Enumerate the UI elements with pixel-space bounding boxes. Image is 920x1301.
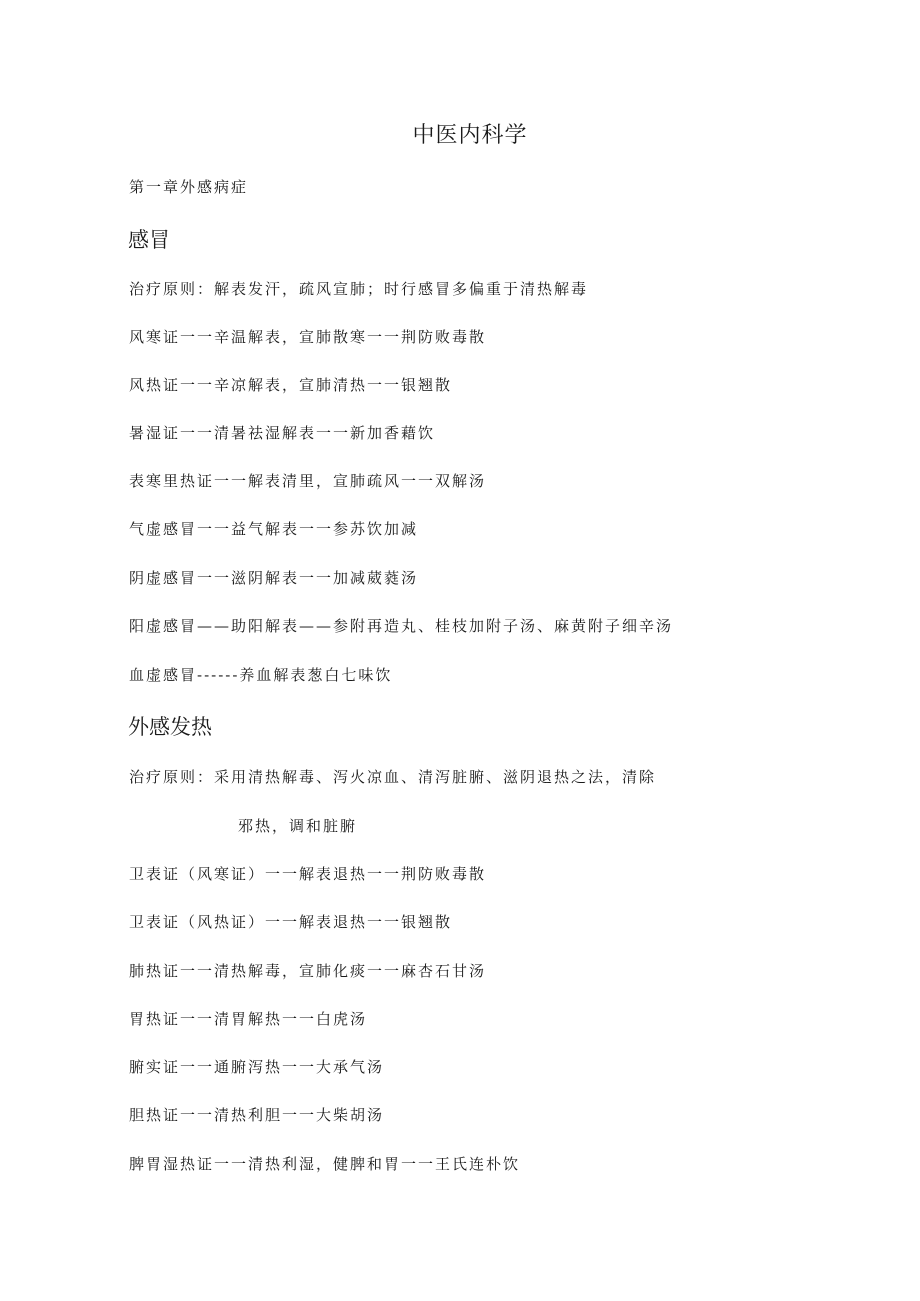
list-item: 腑实证一一通腑泻热一一大承气汤 [129,1058,385,1076]
list-item: 气虚感冒一一益气解表一一参苏饮加减 [129,520,419,538]
chapter-title: 第一章外感病症 [129,178,249,196]
list-item: 风寒证一一辛温解表，宣肺散寒一一荆防败毒散 [129,328,487,346]
list-item: 表寒里热证一一解表清里，宣肺疏风一一双解汤 [129,472,487,490]
list-item: 胃热证一一清胃解热一一白虎汤 [129,1010,368,1028]
list-item: 脾胃湿热证一一清热利湿，健脾和胃一一王氏连朴饮 [129,1155,521,1173]
section-heading-fever: 外感发热 [128,715,212,739]
list-item: 胆热证一一清热利胆一一大柴胡汤 [129,1106,385,1124]
treatment-principle: 治疗原则：采用清热解毒、泻火凉血、清泻脏腑、滋阴退热之法，清除 [129,768,657,786]
page-title: 中医内科学 [412,123,528,148]
list-item: 阳虚感冒——助阳解表——参附再造丸、桂枝加附子汤、麻黄附子细辛汤 [129,617,674,635]
list-item: 血虚感冒------养血解表葱白七味饮 [129,666,393,684]
list-item: 卫表证（风寒证）一一解表退热一一荆防败毒散 [129,865,487,883]
list-item: 暑湿证一一清暑祛湿解表一一新加香藉饮 [129,424,436,442]
treatment-principle-continued: 邪热，调和脏腑 [238,817,358,835]
list-item: 卫表证（风热证）一一解表退热一一银翘散 [129,913,453,931]
list-item: 肺热证一一清热解毒，宣肺化痰一一麻杏石甘汤 [129,962,487,980]
section-heading-cold: 感冒 [128,228,170,252]
treatment-principle: 治疗原则：解表发汗，疏风宣肺；时行感冒多偏重于清热解毒 [129,280,589,298]
list-item: 阴虚感冒一一滋阴解表一一加减葳蕤汤 [129,569,419,587]
list-item: 风热证一一辛凉解表，宣肺清热一一银翘散 [129,376,453,394]
